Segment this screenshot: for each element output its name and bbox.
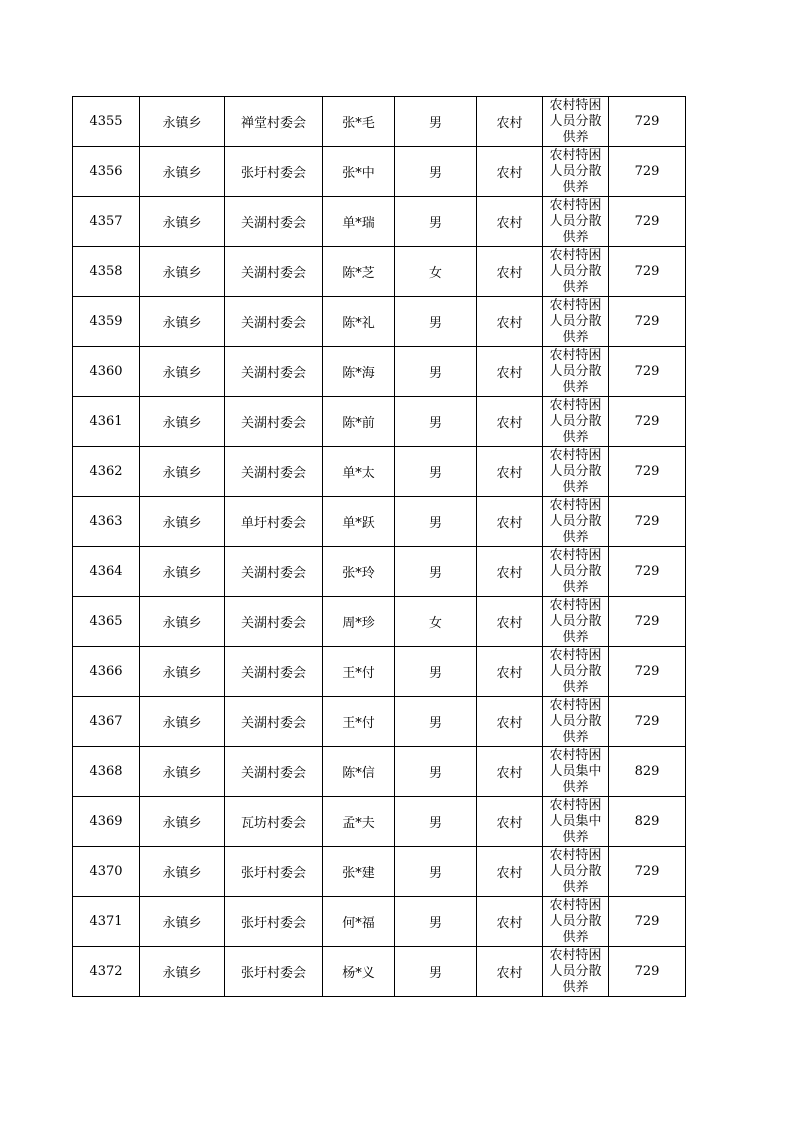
gender-cell: 男 bbox=[395, 847, 477, 897]
village-committee-cell: 关湖村委会 bbox=[225, 447, 323, 497]
support-category-text: 农村特困人员分散供养 bbox=[549, 398, 602, 445]
village-committee-cell: 关湖村委会 bbox=[225, 197, 323, 247]
person-name-cell: 孟*夫 bbox=[323, 797, 395, 847]
person-name-cell: 周*珍 bbox=[323, 597, 395, 647]
person-name-cell: 陈*信 bbox=[323, 747, 395, 797]
person-name-cell: 陈*海 bbox=[323, 347, 395, 397]
village-committee-cell: 单圩村委会 bbox=[225, 497, 323, 547]
township-cell: 永镇乡 bbox=[140, 147, 225, 197]
amount-cell: 729 bbox=[609, 847, 686, 897]
serial-number-cell: 4367 bbox=[73, 697, 140, 747]
roster-table bbox=[72, 96, 686, 997]
support-category-text: 农村特困人员分散供养 bbox=[549, 898, 602, 945]
amount-cell: 729 bbox=[609, 947, 686, 997]
person-name-cell: 张*玲 bbox=[323, 547, 395, 597]
serial-number-cell: 4357 bbox=[73, 197, 140, 247]
area-type-cell: 农村 bbox=[477, 497, 543, 547]
township-cell: 永镇乡 bbox=[140, 647, 225, 697]
serial-number-cell: 4368 bbox=[73, 747, 140, 797]
support-category-text: 农村特困人员分散供养 bbox=[549, 498, 602, 545]
support-category-text: 农村特困人员分散供养 bbox=[549, 548, 602, 595]
table-row bbox=[73, 647, 686, 697]
person-name-cell: 张*中 bbox=[323, 147, 395, 197]
table-row bbox=[73, 597, 686, 647]
table-row bbox=[73, 947, 686, 997]
support-category-cell bbox=[543, 397, 609, 447]
table-row bbox=[73, 147, 686, 197]
table-row bbox=[73, 297, 686, 347]
amount-cell: 729 bbox=[609, 147, 686, 197]
township-cell: 永镇乡 bbox=[140, 197, 225, 247]
village-committee-cell: 关湖村委会 bbox=[225, 597, 323, 647]
support-category-text: 农村特困人员分散供养 bbox=[549, 198, 602, 245]
gender-cell: 男 bbox=[395, 297, 477, 347]
gender-cell: 男 bbox=[395, 747, 477, 797]
serial-number-cell: 4369 bbox=[73, 797, 140, 847]
township-cell: 永镇乡 bbox=[140, 347, 225, 397]
village-committee-cell: 张圩村委会 bbox=[225, 147, 323, 197]
support-category-cell bbox=[543, 947, 609, 997]
person-name-cell: 陈*前 bbox=[323, 397, 395, 447]
serial-number-cell: 4358 bbox=[73, 247, 140, 297]
person-name-cell: 单*瑞 bbox=[323, 197, 395, 247]
roster-table-body bbox=[73, 97, 686, 997]
township-cell: 永镇乡 bbox=[140, 447, 225, 497]
township-cell: 永镇乡 bbox=[140, 797, 225, 847]
gender-cell: 男 bbox=[395, 147, 477, 197]
serial-number-cell: 4364 bbox=[73, 547, 140, 597]
township-cell: 永镇乡 bbox=[140, 847, 225, 897]
support-category-text: 农村特困人员分散供养 bbox=[549, 348, 602, 395]
amount-cell: 729 bbox=[609, 547, 686, 597]
person-name-cell: 杨*义 bbox=[323, 947, 395, 997]
support-category-text: 农村特困人员分散供养 bbox=[549, 98, 602, 145]
serial-number-cell: 4372 bbox=[73, 947, 140, 997]
table-row bbox=[73, 447, 686, 497]
support-category-cell bbox=[543, 747, 609, 797]
village-committee-cell: 张圩村委会 bbox=[225, 847, 323, 897]
person-name-cell: 陈*芝 bbox=[323, 247, 395, 297]
gender-cell: 男 bbox=[395, 497, 477, 547]
township-cell: 永镇乡 bbox=[140, 247, 225, 297]
serial-number-cell: 4355 bbox=[73, 97, 140, 147]
amount-cell: 729 bbox=[609, 897, 686, 947]
table-row bbox=[73, 397, 686, 447]
support-category-text: 农村特困人员分散供养 bbox=[549, 148, 602, 195]
area-type-cell: 农村 bbox=[477, 347, 543, 397]
village-committee-cell: 瓦坊村委会 bbox=[225, 797, 323, 847]
serial-number-cell: 4370 bbox=[73, 847, 140, 897]
support-category-cell bbox=[543, 647, 609, 697]
table-row bbox=[73, 697, 686, 747]
support-category-cell bbox=[543, 247, 609, 297]
support-category-cell bbox=[543, 697, 609, 747]
table-row bbox=[73, 547, 686, 597]
village-committee-cell: 张圩村委会 bbox=[225, 947, 323, 997]
area-type-cell: 农村 bbox=[477, 747, 543, 797]
area-type-cell: 农村 bbox=[477, 97, 543, 147]
township-cell: 永镇乡 bbox=[140, 397, 225, 447]
area-type-cell: 农村 bbox=[477, 247, 543, 297]
gender-cell: 男 bbox=[395, 447, 477, 497]
gender-cell: 男 bbox=[395, 647, 477, 697]
township-cell: 永镇乡 bbox=[140, 597, 225, 647]
person-name-cell: 单*太 bbox=[323, 447, 395, 497]
area-type-cell: 农村 bbox=[477, 597, 543, 647]
gender-cell: 男 bbox=[395, 947, 477, 997]
area-type-cell: 农村 bbox=[477, 797, 543, 847]
support-category-text: 农村特困人员分散供养 bbox=[549, 448, 602, 495]
serial-number-cell: 4359 bbox=[73, 297, 140, 347]
village-committee-cell: 禅堂村委会 bbox=[225, 97, 323, 147]
gender-cell: 男 bbox=[395, 697, 477, 747]
support-category-cell bbox=[543, 797, 609, 847]
support-category-cell bbox=[543, 597, 609, 647]
support-category-cell bbox=[543, 147, 609, 197]
person-name-cell: 张*建 bbox=[323, 847, 395, 897]
gender-cell: 男 bbox=[395, 347, 477, 397]
township-cell: 永镇乡 bbox=[140, 897, 225, 947]
amount-cell: 729 bbox=[609, 647, 686, 697]
support-category-text: 农村特困人员分散供养 bbox=[549, 848, 602, 895]
amount-cell: 729 bbox=[609, 447, 686, 497]
support-category-cell bbox=[543, 297, 609, 347]
support-category-text: 农村特困人员分散供养 bbox=[549, 248, 602, 295]
area-type-cell: 农村 bbox=[477, 547, 543, 597]
village-committee-cell: 关湖村委会 bbox=[225, 747, 323, 797]
person-name-cell: 王*付 bbox=[323, 697, 395, 747]
support-category-cell bbox=[543, 347, 609, 397]
person-name-cell: 何*福 bbox=[323, 897, 395, 947]
area-type-cell: 农村 bbox=[477, 447, 543, 497]
area-type-cell: 农村 bbox=[477, 297, 543, 347]
person-name-cell: 单*跃 bbox=[323, 497, 395, 547]
support-category-text: 农村特困人员分散供养 bbox=[549, 648, 602, 695]
amount-cell: 729 bbox=[609, 697, 686, 747]
person-name-cell: 陈*礼 bbox=[323, 297, 395, 347]
area-type-cell: 农村 bbox=[477, 147, 543, 197]
serial-number-cell: 4362 bbox=[73, 447, 140, 497]
amount-cell: 729 bbox=[609, 497, 686, 547]
support-category-text: 农村特困人员分散供养 bbox=[549, 298, 602, 345]
serial-number-cell: 4361 bbox=[73, 397, 140, 447]
area-type-cell: 农村 bbox=[477, 847, 543, 897]
support-category-text: 农村特困人员分散供养 bbox=[549, 598, 602, 645]
serial-number-cell: 4360 bbox=[73, 347, 140, 397]
township-cell: 永镇乡 bbox=[140, 97, 225, 147]
table-row bbox=[73, 247, 686, 297]
gender-cell: 男 bbox=[395, 397, 477, 447]
amount-cell: 729 bbox=[609, 597, 686, 647]
amount-cell: 729 bbox=[609, 97, 686, 147]
amount-cell: 729 bbox=[609, 297, 686, 347]
table-row bbox=[73, 197, 686, 247]
table-row bbox=[73, 847, 686, 897]
area-type-cell: 农村 bbox=[477, 697, 543, 747]
gender-cell: 男 bbox=[395, 897, 477, 947]
village-committee-cell: 关湖村委会 bbox=[225, 397, 323, 447]
area-type-cell: 农村 bbox=[477, 397, 543, 447]
area-type-cell: 农村 bbox=[477, 197, 543, 247]
person-name-cell: 王*付 bbox=[323, 647, 395, 697]
serial-number-cell: 4366 bbox=[73, 647, 140, 697]
person-name-cell: 张*毛 bbox=[323, 97, 395, 147]
gender-cell: 女 bbox=[395, 247, 477, 297]
support-category-text: 农村特困人员分散供养 bbox=[549, 698, 602, 745]
area-type-cell: 农村 bbox=[477, 897, 543, 947]
amount-cell: 829 bbox=[609, 747, 686, 797]
gender-cell: 男 bbox=[395, 797, 477, 847]
village-committee-cell: 关湖村委会 bbox=[225, 647, 323, 697]
gender-cell: 男 bbox=[395, 547, 477, 597]
table-row bbox=[73, 797, 686, 847]
gender-cell: 男 bbox=[395, 97, 477, 147]
amount-cell: 829 bbox=[609, 797, 686, 847]
village-committee-cell: 关湖村委会 bbox=[225, 247, 323, 297]
amount-cell: 729 bbox=[609, 397, 686, 447]
table-row bbox=[73, 347, 686, 397]
amount-cell: 729 bbox=[609, 197, 686, 247]
township-cell: 永镇乡 bbox=[140, 697, 225, 747]
serial-number-cell: 4363 bbox=[73, 497, 140, 547]
village-committee-cell: 关湖村委会 bbox=[225, 347, 323, 397]
village-committee-cell: 关湖村委会 bbox=[225, 697, 323, 747]
gender-cell: 男 bbox=[395, 197, 477, 247]
township-cell: 永镇乡 bbox=[140, 547, 225, 597]
village-committee-cell: 关湖村委会 bbox=[225, 297, 323, 347]
support-category-cell bbox=[543, 447, 609, 497]
serial-number-cell: 4371 bbox=[73, 897, 140, 947]
township-cell: 永镇乡 bbox=[140, 497, 225, 547]
table-row bbox=[73, 97, 686, 147]
table-row bbox=[73, 747, 686, 797]
support-category-cell bbox=[543, 97, 609, 147]
amount-cell: 729 bbox=[609, 347, 686, 397]
support-category-cell bbox=[543, 547, 609, 597]
serial-number-cell: 4365 bbox=[73, 597, 140, 647]
table-row bbox=[73, 497, 686, 547]
village-committee-cell: 关湖村委会 bbox=[225, 547, 323, 597]
serial-number-cell: 4356 bbox=[73, 147, 140, 197]
township-cell: 永镇乡 bbox=[140, 947, 225, 997]
township-cell: 永镇乡 bbox=[140, 747, 225, 797]
village-committee-cell: 张圩村委会 bbox=[225, 897, 323, 947]
area-type-cell: 农村 bbox=[477, 647, 543, 697]
area-type-cell: 农村 bbox=[477, 947, 543, 997]
amount-cell: 729 bbox=[609, 247, 686, 297]
support-category-cell bbox=[543, 497, 609, 547]
support-category-text: 农村特困人员集中供养 bbox=[549, 798, 602, 845]
table-row bbox=[73, 897, 686, 947]
gender-cell: 女 bbox=[395, 597, 477, 647]
support-category-cell bbox=[543, 197, 609, 247]
support-category-text: 农村特困人员分散供养 bbox=[549, 948, 602, 995]
support-category-cell bbox=[543, 897, 609, 947]
support-category-text: 农村特困人员集中供养 bbox=[549, 748, 602, 795]
township-cell: 永镇乡 bbox=[140, 297, 225, 347]
support-category-cell bbox=[543, 847, 609, 897]
